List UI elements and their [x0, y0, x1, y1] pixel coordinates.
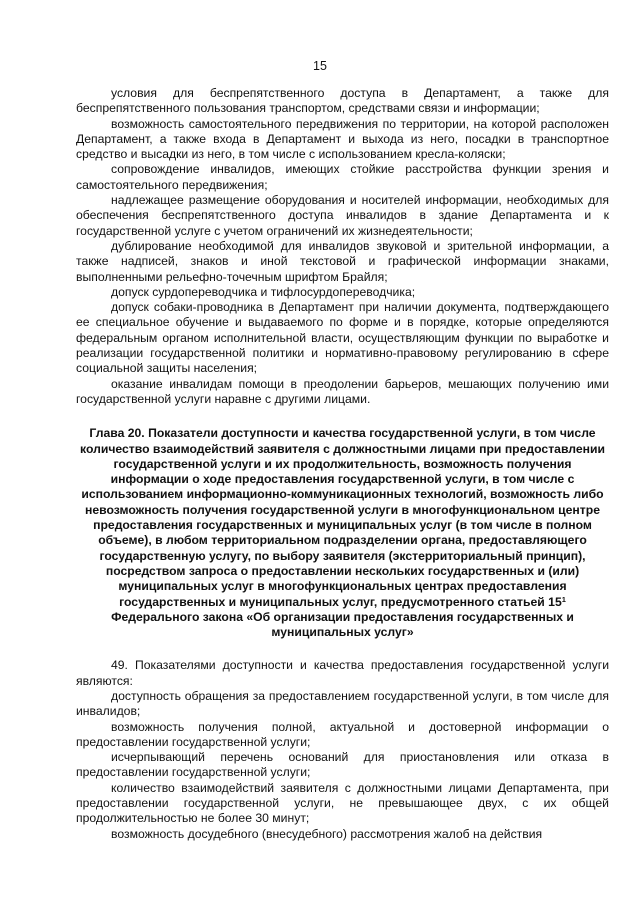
document-body: [76, 86, 609, 842]
chapter-heading-text-end: Федерального закона «Об организации предоставления государственных и муниципальных услуг»: [111, 609, 574, 640]
paragraph: надлежащее размещение оборудования и носителей информации, необходимых для обеспечения беспрепятственного доступа инвалидов в здание Департамента и к государственной услуге с учетом ограничений их жизнедеятельности;: [76, 193, 609, 238]
paragraph: допуск собаки-проводника в Департамент при наличии документа, подтверждающего ее специальное обучение и выдаваемого по форме и в порядке, которые определяются федеральным органом исполнительной власти, осуществляющим функции по выработке и реализации государственной политики и нормативно-правовому регулированию в сфере социальной защиты населения;: [76, 300, 609, 376]
chapter-heading-superscript: 1: [561, 594, 566, 604]
paragraph: исчерпывающий перечень оснований для приостановления или отказа в предоставлении государственной услуги;: [76, 750, 609, 780]
paragraph: возможность самостоятельного передвижения по территории, на которой расположен Департамент, а также входа в Департамент и выхода из него, посадки в транспортное средство и высадки из него, в том числе с использованием кресла-коляски;: [76, 116, 609, 162]
paragraph: возможность досудебного (внесудебного) рассмотрения жалоб на действия: [111, 826, 543, 841]
paragraph: 49. Показателями доступности и качества предоставления государственной услуги являются:: [76, 658, 609, 688]
paragraph: сопровождение инвалидов, имеющих стойкие расстройства функции зрения и самостоятельного передвижения;: [76, 162, 609, 192]
paragraph: условия для беспрепятственного доступа в Департамент, а также для беспрепятственного пользования транспортом, средствами связи и информации;: [76, 86, 609, 116]
chapter-heading-text: Глава 20. Показатели доступности и качества государственной услуги, в том числе количество взаимодействий заявителя с должностными лицами при предоставлении государственной услуги и их продолжительность, возможность получения информации о ходе предоставления государственной услуги, в том числе с использованием информационно-коммуникационных технологий, возможность либо невозможность получения государственной услуги в многофункциональном центре предоставления государственных и муниципальных услуг (в том числе в полном объеме), в любом территориальном подразделении органа, предоставляющего государственную услугу, по выбору заявителя (экстерриториальный принцип), посредством запроса о предоставлении нескольких государственных и (или) муниципальных услуг в многофункциональных центрах предоставления государственных и муниципальных услуг, предусмотренного статьей 15: [80, 426, 605, 609]
page-number: 15: [313, 59, 327, 73]
paragraph: оказание инвалидам помощи в преодолении барьеров, мешающих получению ими государственной услуги наравне с другими лицами.: [76, 376, 609, 406]
chapter-heading: [76, 426, 609, 640]
paragraph: возможность получения полной, актуальной и достоверной информации о предоставлении государственной услуги;: [76, 719, 609, 749]
paragraph: допуск сурдопереводчика и тифлосурдопереводчика;: [111, 284, 416, 299]
paragraph: дублирование необходимой для инвалидов звуковой и зрительной информации, а также надписей, знаков и иной текстовой и графической информации знаками, выполненными рельефно-точечным шрифтом Брайля;: [76, 238, 609, 284]
paragraph: количество взаимодействий заявителя с должностными лицами Департамента, при предоставлении государственной услуги, не превышающее двух, с их общей продолжительностью не более 30 минут;: [76, 780, 609, 826]
paragraph: доступность обращения за предоставлением государственной услуги, в том числе для инвалидов;: [76, 688, 609, 719]
